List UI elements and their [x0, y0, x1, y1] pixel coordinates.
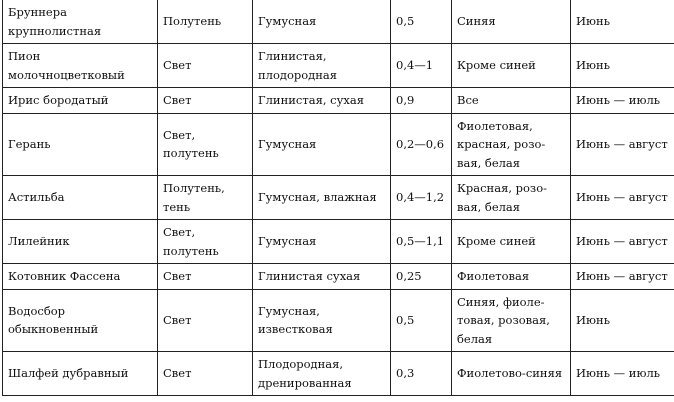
cell-plant-name: Лилейник — [3, 220, 158, 264]
cell-height: 0,9 — [391, 88, 452, 114]
cell-flower-color: Фиолетовая, красная, розо- вая, белая — [452, 113, 571, 176]
table-row — [3, 176, 674, 220]
cell-plant-name: Бруннера крупнолистная — [3, 0, 158, 44]
cell-light: Свет — [158, 289, 253, 352]
cell-soil: Глинистая, сухая — [253, 88, 391, 114]
cell-light: Свет — [158, 264, 253, 290]
cell-bloom-period: Июнь — [571, 0, 674, 44]
table-row — [3, 264, 674, 290]
plants-table — [2, 0, 674, 396]
cell-flower-color: Фиолетово-синяя — [452, 352, 571, 396]
cell-light: Свет — [158, 44, 253, 88]
cell-light: Свет — [158, 352, 253, 396]
cell-plant-name: Водосбор обыкновенный — [3, 289, 158, 352]
table-row — [3, 88, 674, 114]
cell-bloom-period: Июнь — август — [571, 113, 674, 176]
cell-soil: Глинистая сухая — [253, 264, 391, 290]
table-row — [3, 289, 674, 352]
cell-flower-color: Красная, розо- вая, белая — [452, 176, 571, 220]
cell-plant-name: Шалфей дубравный — [3, 352, 158, 396]
cell-light: Свет, полутень — [158, 220, 253, 264]
cell-flower-color: Кроме синей — [452, 220, 571, 264]
cell-soil: Гумусная — [253, 0, 391, 44]
cell-soil: Глинистая, плодородная — [253, 44, 391, 88]
cell-bloom-period: Июнь — август — [571, 176, 674, 220]
cell-plant-name: Пион молочноцветковый — [3, 44, 158, 88]
cell-height: 0,4—1,2 — [391, 176, 452, 220]
table-row — [3, 113, 674, 176]
cell-height: 0,5—1,1 — [391, 220, 452, 264]
cell-plant-name: Астильба — [3, 176, 158, 220]
cell-height: 0,25 — [391, 264, 452, 290]
cell-flower-color: Все — [452, 88, 571, 114]
cell-bloom-period: Июнь — июль — [571, 352, 674, 396]
cell-plant-name: Котовник Фассена — [3, 264, 158, 290]
cell-height: 0,5 — [391, 289, 452, 352]
cell-light: Свет, полутень — [158, 113, 253, 176]
cell-flower-color: Синяя — [452, 0, 571, 44]
cell-height: 0,4—1 — [391, 44, 452, 88]
cell-bloom-period: Июнь — август — [571, 220, 674, 264]
cell-flower-color: Фиолетовая — [452, 264, 571, 290]
cell-soil: Гумусная — [253, 113, 391, 176]
cell-light: Полутень — [158, 0, 253, 44]
cell-soil: Гумусная, известковая — [253, 289, 391, 352]
cell-plant-name: Ирис бородатый — [3, 88, 158, 114]
cell-soil: Гумусная — [253, 220, 391, 264]
cell-bloom-period: Июнь — август — [571, 264, 674, 290]
cell-soil: Плодородная, дренированная — [253, 352, 391, 396]
cell-height: 0,3 — [391, 352, 452, 396]
table-row — [3, 44, 674, 88]
table-row — [3, 352, 674, 396]
cell-height: 0,2—0,6 — [391, 113, 452, 176]
cell-height: 0,5 — [391, 0, 452, 44]
cell-bloom-period: Июнь — [571, 44, 674, 88]
cell-light: Свет — [158, 88, 253, 114]
cell-flower-color: Кроме синей — [452, 44, 571, 88]
cell-flower-color: Синяя, фиоле- товая, розовая, белая — [452, 289, 571, 352]
cell-bloom-period: Июнь — июль — [571, 88, 674, 114]
table-row — [3, 220, 674, 264]
cell-bloom-period: Июнь — [571, 289, 674, 352]
cell-soil: Гумусная, влажная — [253, 176, 391, 220]
cell-light: Полутень, тень — [158, 176, 253, 220]
cell-plant-name: Герань — [3, 113, 158, 176]
table-row — [3, 0, 674, 44]
